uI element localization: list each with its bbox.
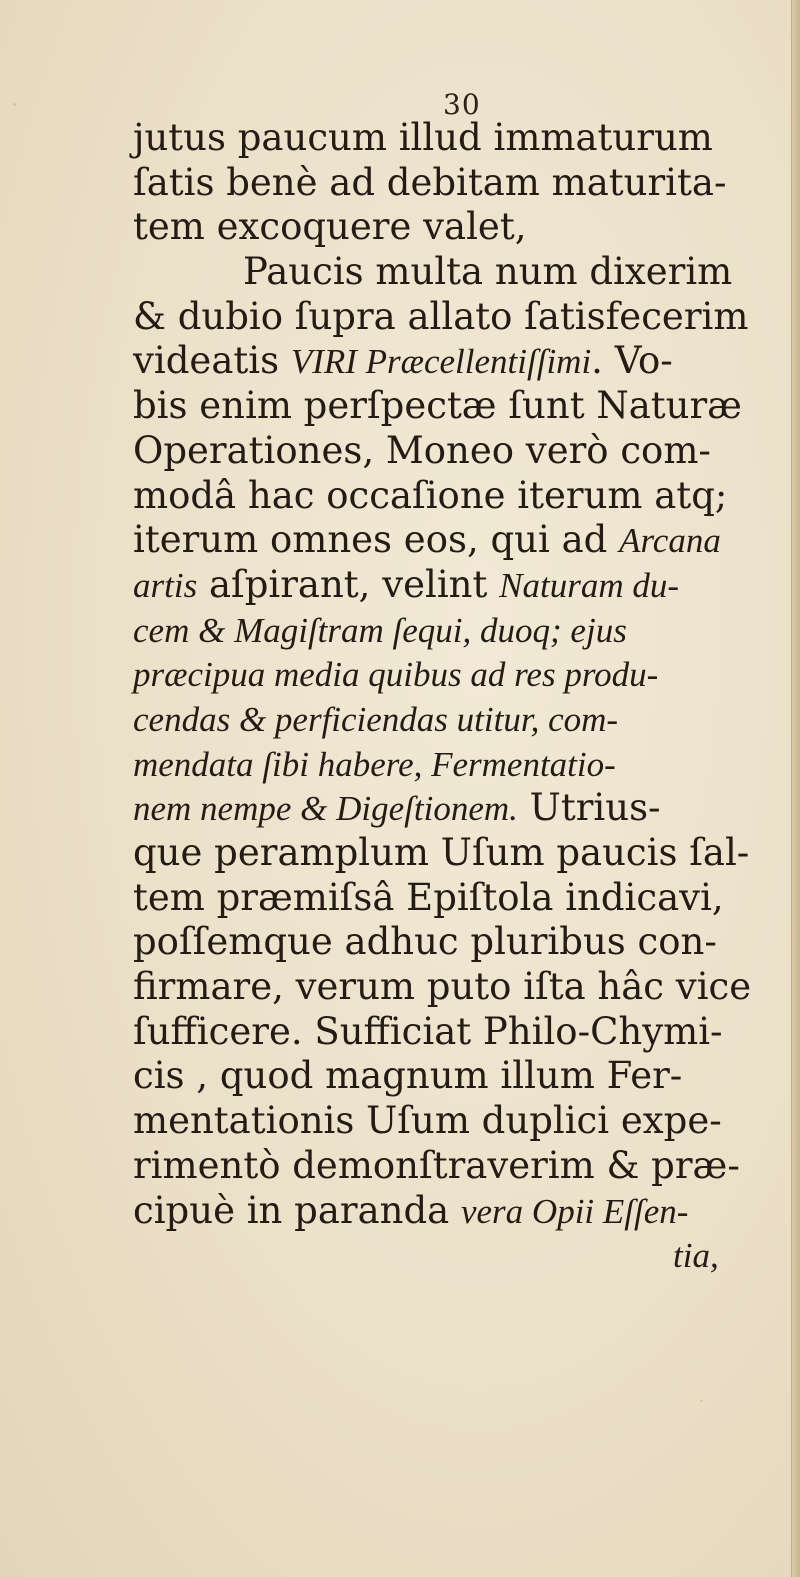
text-segment: Paucis multa num dixerim: [243, 250, 733, 294]
text-line: [133, 384, 793, 429]
text-segment: mentationis Uſum duplici expe-: [133, 1099, 722, 1143]
text-line: [133, 786, 793, 831]
text-line: [133, 1144, 793, 1189]
text-line: [133, 1010, 793, 1055]
page-number: 30: [443, 88, 481, 121]
text-line: [133, 205, 793, 250]
text-line: [133, 563, 793, 608]
text-segment: Operationes, Moneo verò com-: [133, 428, 711, 472]
text-line: [133, 965, 793, 1010]
text-segment: poſſemque adhuc pluribus con-: [133, 920, 717, 964]
text-line: [133, 652, 793, 697]
text-segment: cis , quod magnum illum Fer-: [133, 1054, 683, 1098]
body-text: [133, 116, 793, 1278]
text-line: [133, 161, 793, 206]
text-line: [133, 1233, 793, 1278]
text-segment: ſatis benè ad debitam maturita-: [133, 160, 727, 204]
paper-speck: [13, 103, 16, 106]
italic-text-segment: Naturam du-: [499, 565, 680, 605]
italic-text-segment: tia,: [673, 1236, 719, 1276]
italic-text-segment: nem nempe & Digeſtionem.: [133, 789, 518, 829]
text-segment: que peramplum Uſum paucis ſal-: [133, 831, 750, 874]
italic-text-segment: mendata ſibi habere, Fermentatio-: [133, 744, 616, 784]
text-segment: tem præmiſsâ Epiſtola indicavi,: [133, 875, 724, 919]
text-line: [133, 250, 793, 295]
text-line: [133, 339, 793, 384]
text-segment: firmare, verum puto iſta hâc vice: [133, 965, 752, 1009]
text-segment: tem excoquere valet,: [133, 205, 527, 249]
text-line: [133, 1099, 793, 1144]
text-segment: cipuè in paranda: [133, 1188, 461, 1232]
text-line: [133, 116, 793, 161]
text-segment: iterum omnes eos, qui ad: [133, 518, 620, 562]
text-line: [133, 1054, 793, 1099]
text-segment: videatis: [133, 339, 291, 383]
text-line: [133, 831, 793, 876]
paper-speck: [700, 1400, 703, 1402]
text-segment: jutus paucum illud immaturum: [133, 116, 713, 159]
text-line: [133, 474, 793, 519]
italic-text-segment: præcipua media quibus ad res produ-: [133, 655, 659, 695]
text-line: [133, 1189, 793, 1234]
italic-text-segment: cendas & perficiendas utitur, com-: [133, 699, 619, 739]
text-segment: rimentò demonſtraverim & præ-: [133, 1143, 740, 1187]
text-segment: ſufficere. Sufficiat Philo-Chymi-: [133, 1009, 723, 1053]
italic-text-segment: vera Opii Eſſen-: [460, 1191, 689, 1231]
text-line: [133, 876, 793, 921]
italic-text-segment: VIRI Præcellentiſſimi: [290, 342, 592, 382]
text-line: [133, 518, 793, 563]
italic-text-segment: cem & Magiſtram ſequi, duoq; ejus: [133, 610, 627, 650]
text-line: [133, 295, 793, 340]
italic-text-segment: Arcana: [619, 521, 721, 561]
text-segment: aſpirant, velint: [197, 562, 500, 606]
text-segment: Utrius-: [517, 786, 661, 830]
italic-text-segment: artis: [133, 565, 198, 605]
text-segment: modâ hac occaſione iterum atq;: [133, 473, 728, 517]
text-segment: bis enim perſpectæ ſunt Naturæ: [133, 384, 742, 428]
text-line: [133, 742, 793, 787]
text-line: [133, 429, 793, 474]
text-line: [133, 608, 793, 653]
text-line: [133, 697, 793, 742]
text-line: [133, 920, 793, 965]
text-segment: . Vo-: [591, 339, 673, 383]
text-segment: & dubio ſupra allato ſatisfecerim: [133, 294, 749, 338]
